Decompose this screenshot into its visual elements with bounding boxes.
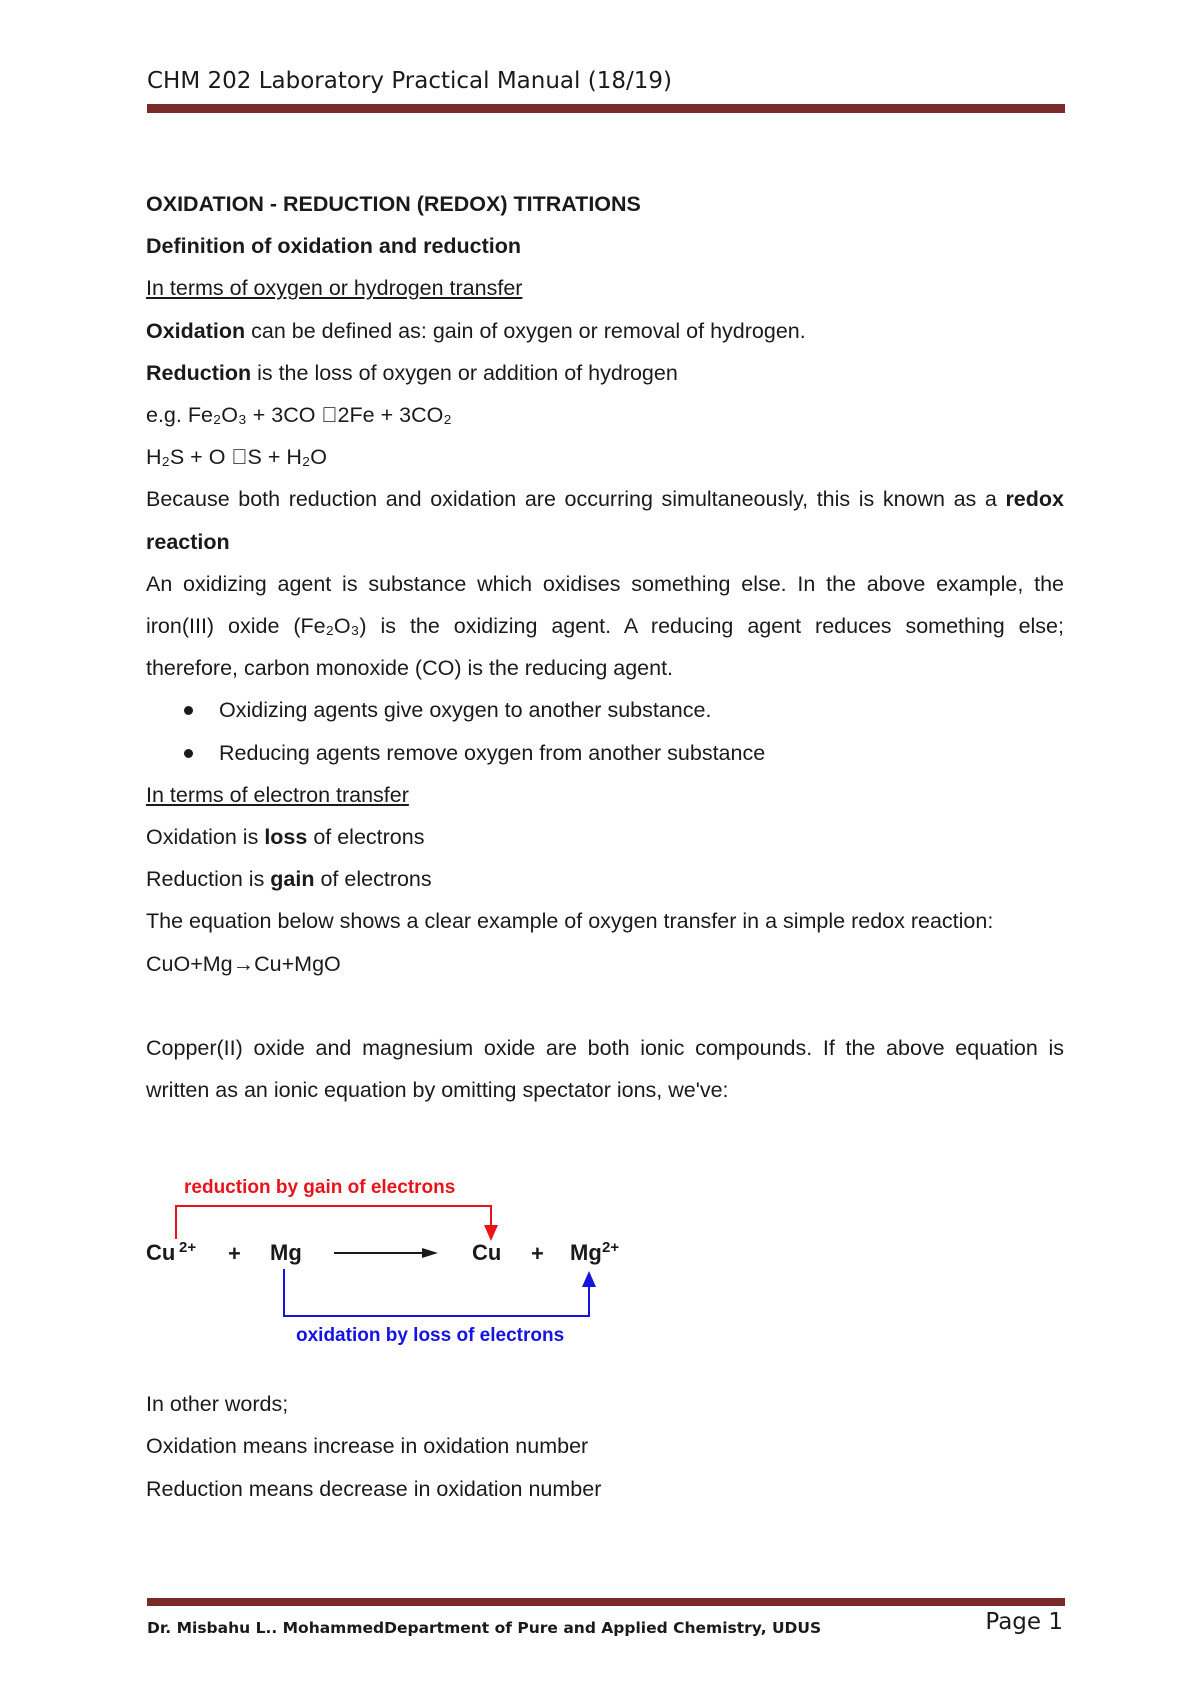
equation-line: CuO+Mg→Cu+MgO [146,951,341,976]
oxidation-number-line: Oxidation means increase in oxidation number [146,1434,589,1459]
blank-line [146,985,1064,1027]
oxidation-electron-line [146,816,1064,858]
other-words-line: In other words; [146,1392,289,1417]
reduction-def-text: is the loss of oxygen or addition of hydrogen [251,360,678,385]
reduction-number-line: Reduction means decrease in oxidation number [146,1476,602,1501]
footer-rule [147,1598,1065,1606]
redox-text: Because both reduction and oxidation are occurring simultaneously, this is known as a [146,487,1006,512]
reaction-arrowhead [422,1248,438,1258]
ionic-paragraph: Copper(II) oxide and magnesium oxide are both ionic compounds. If the above equation is written as an ionic equation by omitting spectator ions, we've: [146,1035,1064,1103]
bullet-text: Reducing agents remove oxygen from another substance [219,740,766,765]
document-heading: OXIDATION - REDUCTION (REDOX) TITRATIONS [146,192,641,216]
oxidation-def-text: can be defined as: gain of oxygen or removal of hydrogen. [245,318,806,343]
reduction-term: Reduction [146,360,252,385]
oxidation-arrow-line [284,1269,589,1316]
example-equation-2: H₂S + O  S + H₂O [146,445,327,470]
red-prefix: Reduction is [146,867,271,892]
cu-product-label: Cu [472,1240,502,1266]
example-equation-1: e.g. Fe₂O₃ + 3CO  2Fe + 3CO₂ [146,403,452,428]
agents-paragraph: An oxidizing agent is substance which oxidises something else. In the above example, the iron(III) oxide (Fe₂O₃) is the oxidizing agent. A reducing agent reduces something else; therefore, carbon monoxide (CO) is the reducing agent. [146,571,1064,681]
bullet-icon [184,749,193,758]
mg-ion-label: Mg [570,1240,602,1266]
ox-suffix: of electrons [307,825,425,850]
oxidation-label: oxidation by loss of electrons [296,1325,565,1347]
section-title-electron-transfer: In terms of electron transfer [146,782,409,807]
oxidation-arrowhead [582,1271,596,1287]
reduction-definition [146,352,1064,394]
cu-ion-charge: 2+ [179,1239,197,1257]
redox-electron-diagram [146,1153,1064,1383]
oxidation-definition [146,310,1064,352]
plus-sign-2: + [531,1241,544,1267]
oxidation-term: Oxidation [146,318,246,343]
bullet-icon [184,706,193,715]
ox-keyword: loss [264,825,308,850]
list-item [146,732,1064,774]
redox-diagram-svg [146,1153,1064,1383]
redox-term: redox reaction [146,487,1064,554]
document-body [146,183,1064,1510]
mg-ion-charge: 2+ [602,1239,620,1257]
red-suffix: of electrons [314,867,432,892]
reduction-arrowhead [484,1225,498,1241]
agents-bullet-list [146,689,1064,773]
mg-label: Mg [270,1240,302,1266]
section-title-oxygen-transfer: In terms of oxygen or hydrogen transfer [146,276,523,301]
bullet-text: Oxidizing agents give oxygen to another substance. [219,698,712,723]
cu-ion-label: Cu [146,1240,176,1266]
red-keyword: gain [270,867,315,892]
document-subheading: Definition of oxidation and reduction [146,234,522,259]
reduction-arrow-line [176,1206,491,1239]
footer-author: Dr. Misbahu L.. MohammedDepartment of Pure and Applied Chemistry, UDUS [147,1619,822,1637]
redox-paragraph [146,478,1064,562]
ox-prefix: Oxidation is [146,825,265,850]
reduction-electron-line [146,858,1064,900]
header-rule [147,104,1065,113]
plus-sign-1: + [228,1241,241,1267]
page-header-title: CHM 202 Laboratory Practical Manual (18/19) [147,68,672,94]
page-number: Page 1 [985,1609,1063,1635]
equation-intro: The equation below shows a clear example of oxygen transfer in a simple redox reaction: [146,909,994,934]
reduction-label: reduction by gain of electrons [184,1177,456,1199]
list-item [146,689,1064,731]
